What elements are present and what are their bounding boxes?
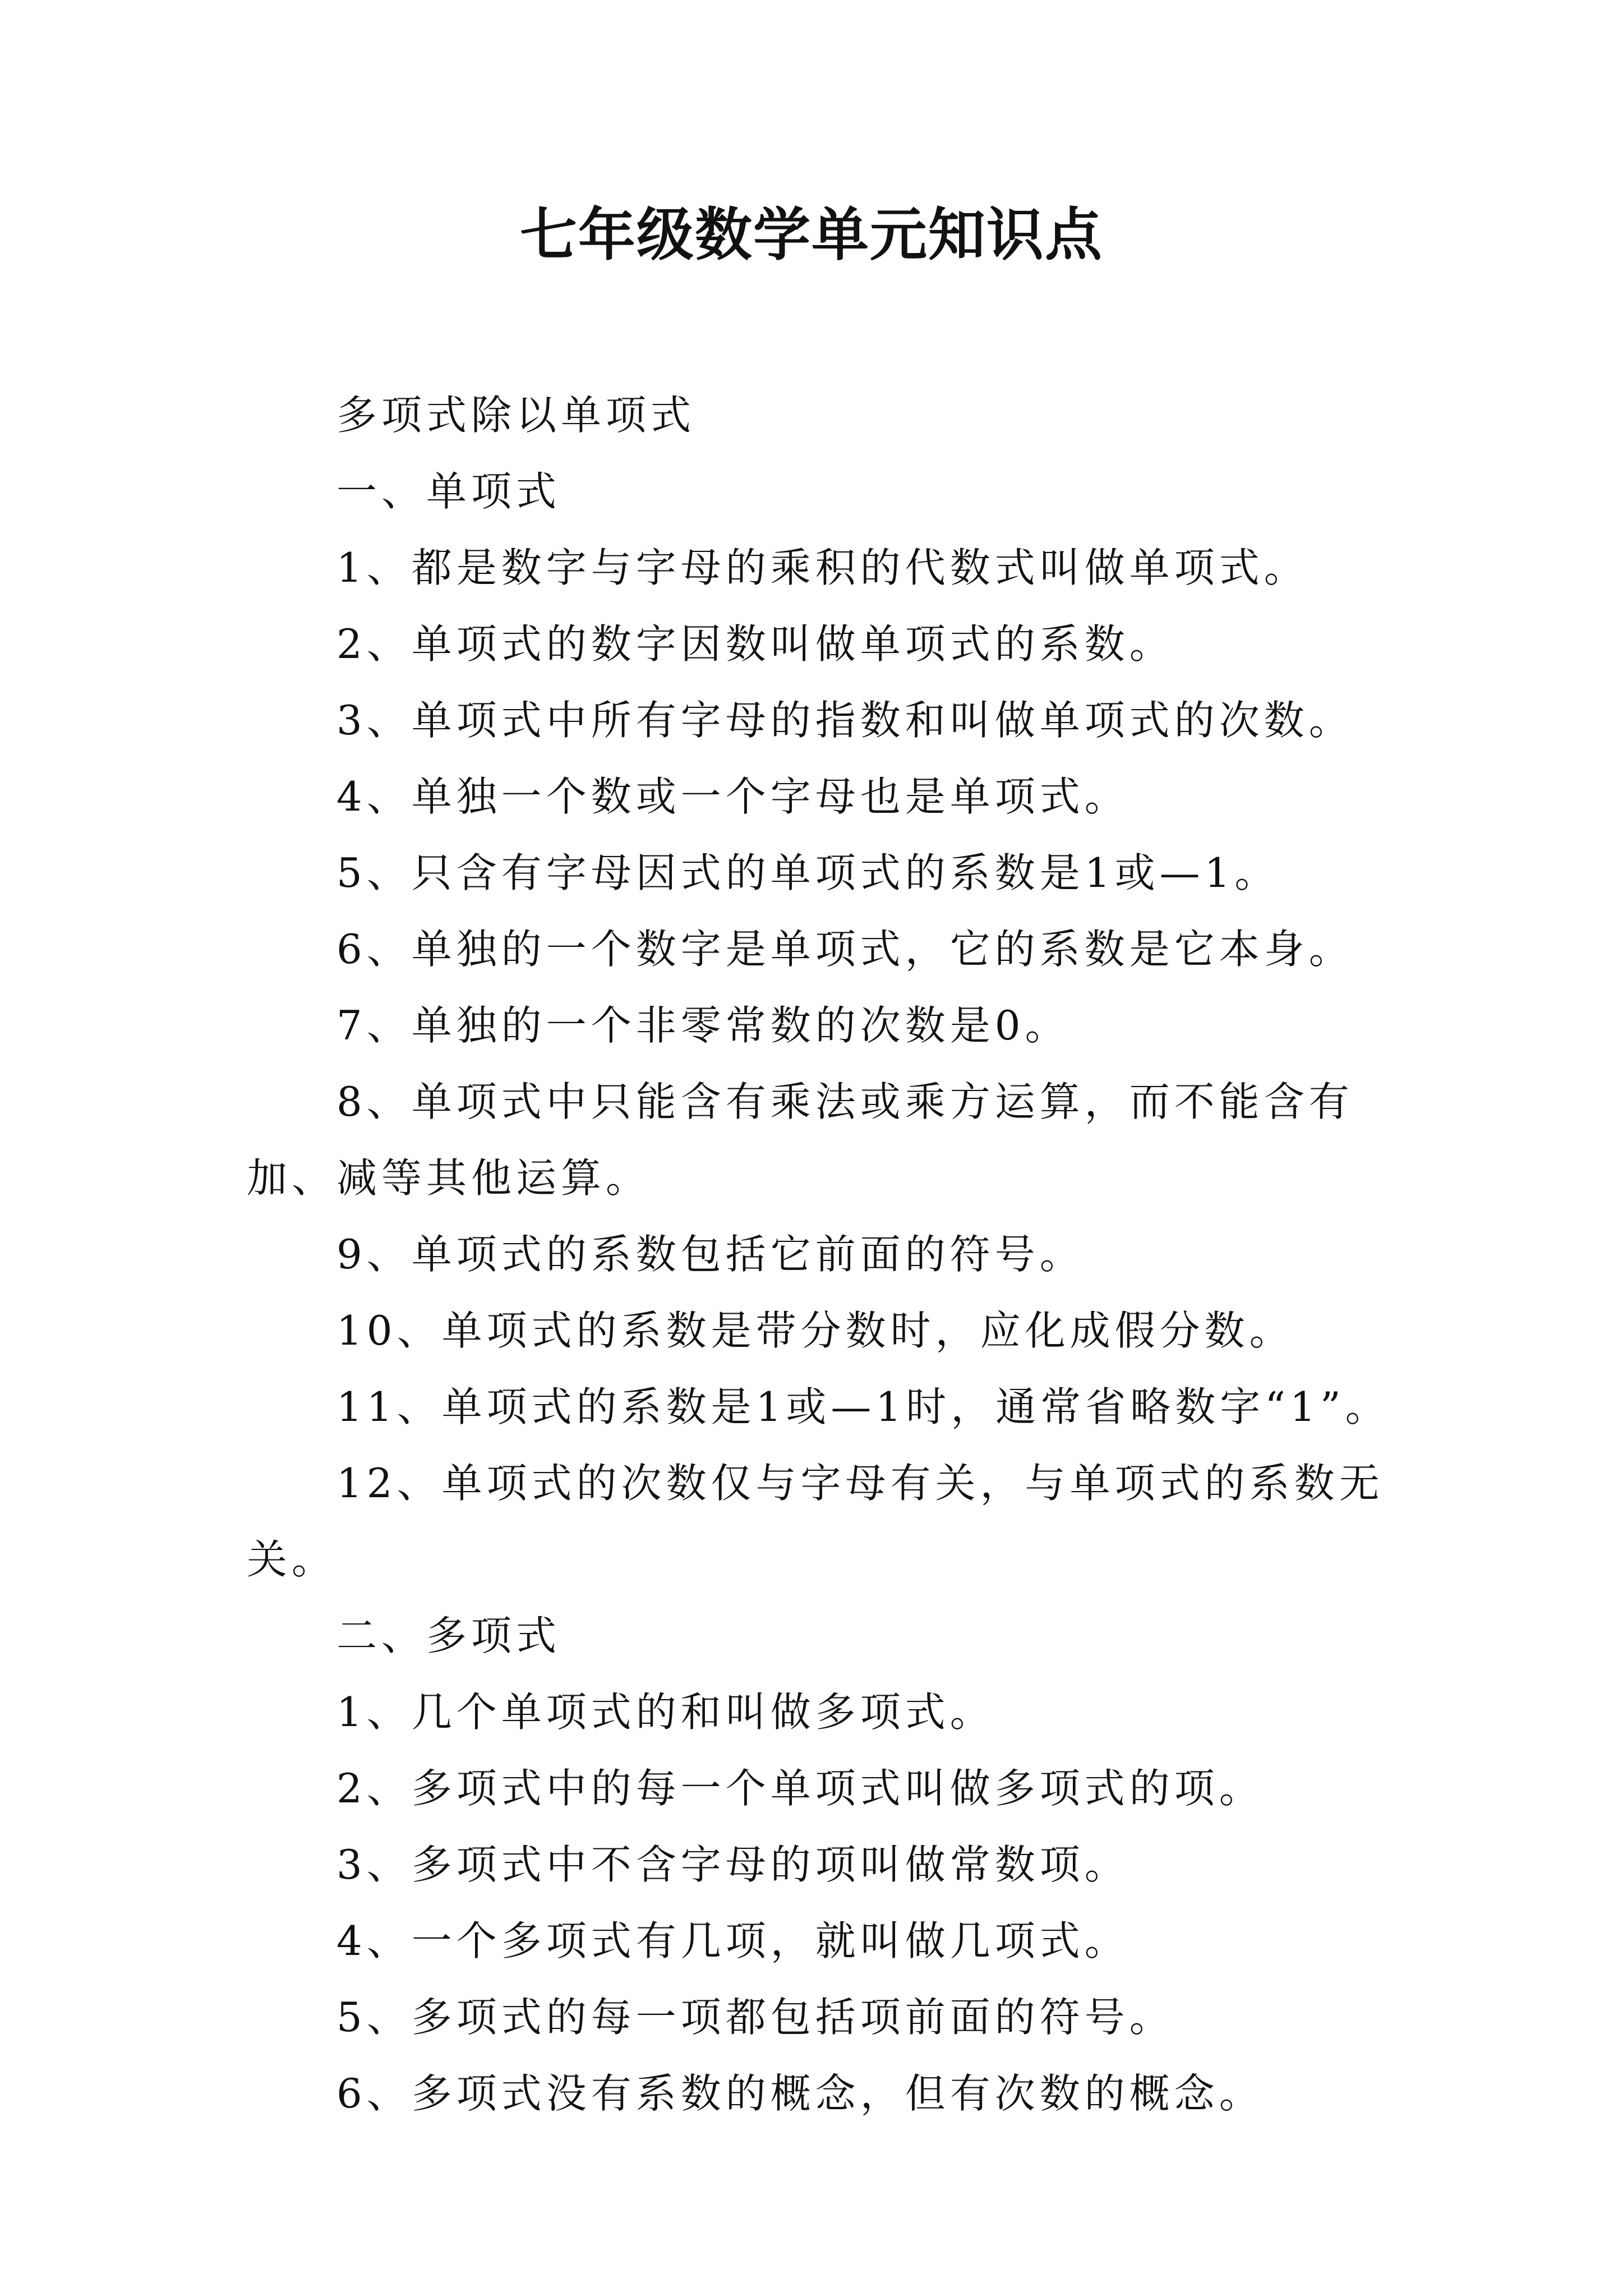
list-item: 7、单独的一个非零常数的次数是0。 (336, 1002, 1070, 1049)
list-item: 8、单项式中只能含有乘法或乘方运算，而不能含有加、减等其他运算。 (247, 1078, 1354, 1202)
list-item: 2、单项式的数字因数叫做单项式的系数。 (336, 620, 1174, 668)
paragraph-heading: 多项式除以单项式 (336, 392, 696, 439)
document-body (247, 377, 1402, 2132)
list-item: 11、单项式的系数是1或—1时，通常省略数字“1”。 (336, 1383, 1390, 1430)
list-item: 6、多项式没有系数的概念，但有次数的概念。 (336, 2070, 1264, 2117)
document-title: 七年级数学单元知识点 (520, 202, 1103, 269)
list-item: 2、多项式中的每一个单项式叫做多项式的项。 (336, 1765, 1264, 1812)
list-item: 5、多项式的每一项都包括项前面的符号。 (336, 1994, 1174, 2041)
list-item: 3、多项式中不含字母的项叫做常数项。 (336, 1841, 1129, 1888)
section-heading-monomial: 一、单项式 (336, 468, 561, 515)
list-item: 1、都是数字与字母的乘积的代数式叫做单项式。 (336, 544, 1309, 591)
list-item: 3、单项式中所有字母的指数和叫做单项式的次数。 (336, 697, 1354, 744)
list-item: 10、单项式的系数是带分数时，应化成假分数。 (336, 1307, 1294, 1354)
list-item: 1、几个单项式的和叫做多项式。 (336, 1688, 995, 1736)
list-item: 6、单独的一个数字是单项式，它的系数是它本身。 (336, 926, 1354, 973)
list-item: 5、只含有字母因式的单项式的系数是1或—1。 (336, 849, 1280, 896)
list-item: 12、单项式的次数仅与字母有关，与单项式的系数无关。 (247, 1460, 1384, 1583)
section-heading-polynomial: 二、多项式 (336, 1612, 561, 1659)
list-item: 4、单独一个数或一个字母也是单项式。 (336, 773, 1129, 820)
list-item: 4、一个多项式有几项，就叫做几项式。 (336, 1917, 1129, 1964)
list-item: 9、单项式的系数包括它前面的符号。 (336, 1231, 1085, 1278)
